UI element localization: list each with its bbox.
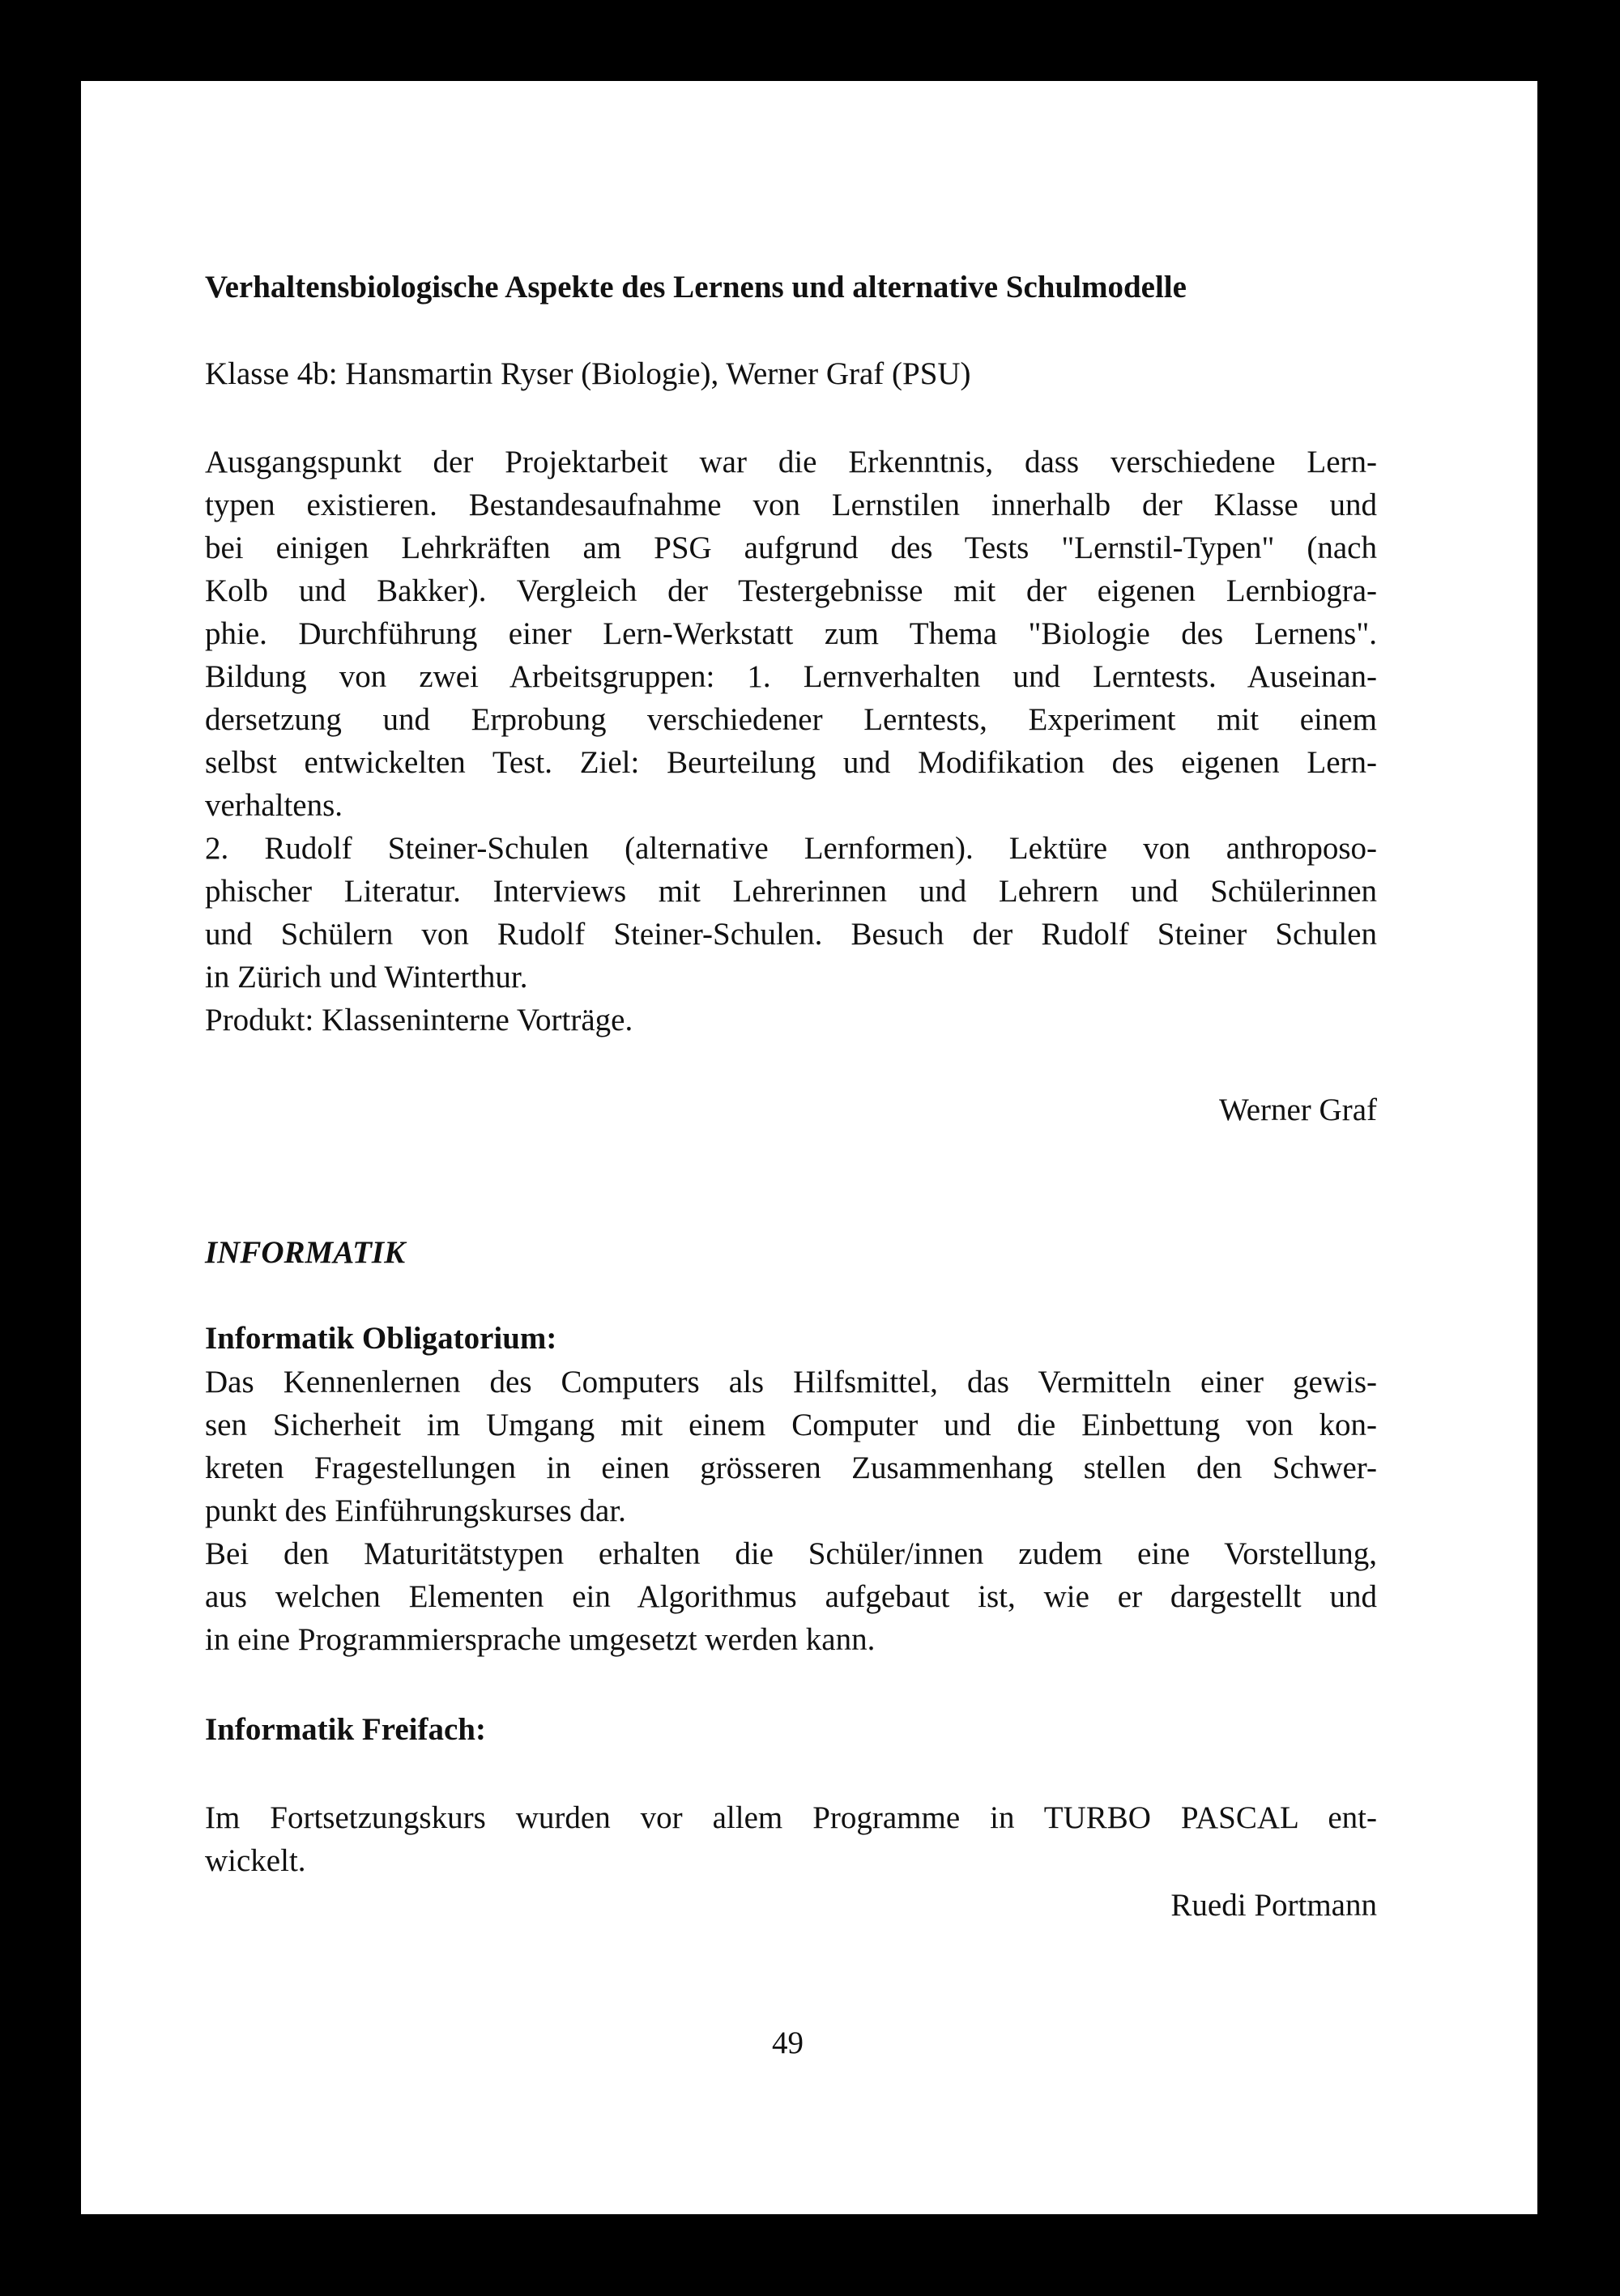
text-line: Kolb und Bakker). Vergleich der Testergebnisse mit der eigenen Lernbiogra-	[205, 573, 1377, 608]
text-line: in Zürich und Winterthur.	[205, 960, 528, 995]
text-line: kreten Fragestellungen in einen grösseren Zusammenhang stellen den Schwer-	[205, 1450, 1377, 1485]
text-line: Produkt: Klasseninterne Vorträge.	[205, 1003, 633, 1037]
text-line: 2. Rudolf Steiner-Schulen (alternative Lernformen). Lektüre von anthroposo-	[205, 831, 1377, 866]
text-line: verhaltens.	[205, 788, 343, 823]
text-line: bei einigen Lehrkräften am PSG aufgrund des Tests "Lernstil-Typen" (nach	[205, 530, 1377, 565]
text-line: phischer Literatur. Interviews mit Lehrerinnen und Lehrern und Schülerinnen	[205, 874, 1377, 909]
author-signature-2: Ruedi Portmann	[1170, 1888, 1377, 1923]
text-line: phie. Durchführung einer Lern-Werkstatt zum Thema "Biologie des Lernens".	[205, 616, 1377, 651]
text-line: Bei den Maturitätstypen erhalten die Schüler/innen zudem eine Vorstellung,	[205, 1536, 1377, 1571]
text-line: Im Fortsetzungskurs wurden vor allem Programme in TURBO PASCAL ent-	[205, 1800, 1377, 1835]
text-line: Das Kennenlernen des Computers als Hilfsmittel, das Vermitteln einer gewis-	[205, 1365, 1377, 1399]
section-title: Verhaltensbiologische Aspekte des Lernens und alternative Schulmodelle	[205, 270, 1187, 305]
subheading-obligatorium: Informatik Obligatorium:	[205, 1321, 557, 1356]
section1-body	[205, 441, 1377, 1042]
text-line: punkt des Einführungskurses dar.	[205, 1493, 626, 1528]
text-line: und Schülern von Rudolf Steiner-Schulen. Besuch der Rudolf Steiner Schulen	[205, 917, 1377, 952]
text-line: in eine Programmiersprache umgesetzt werden kann.	[205, 1622, 876, 1657]
class-info: Klasse 4b: Hansmartin Ryser (Biologie), Werner Graf (PSU)	[205, 356, 971, 391]
section-heading-informatik: INFORMATIK	[205, 1235, 406, 1270]
text-line: Ausgangspunkt der Projektarbeit war die Erkenntnis, dass verschiedene Lern-	[205, 445, 1377, 479]
text-line: wickelt.	[205, 1843, 306, 1878]
text-line: typen existieren. Bestandesaufnahme von Lernstilen innerhalb der Klasse und	[205, 488, 1377, 522]
page-number: 49	[772, 2026, 804, 2060]
text-line: aus welchen Elementen ein Algorithmus aufgebaut ist, wie er dargestellt und	[205, 1579, 1377, 1614]
text-line: dersetzung und Erprobung verschiedener Lerntests, Experiment mit einem	[205, 702, 1377, 737]
author-signature: Werner Graf	[1219, 1093, 1377, 1127]
obligatorium-body	[205, 1361, 1377, 1661]
document-page	[81, 81, 1537, 2214]
text-line: Bildung von zwei Arbeitsgruppen: 1. Lernverhalten und Lerntests. Auseinan-	[205, 659, 1377, 694]
subheading-freifach: Informatik Freifach:	[205, 1712, 486, 1747]
text-line: sen Sicherheit im Umgang mit einem Computer und die Einbettung von kon-	[205, 1408, 1377, 1442]
text-line: selbst entwickelten Test. Ziel: Beurteilung und Modifikation des eigenen Lern-	[205, 745, 1377, 780]
freifach-body	[205, 1796, 1377, 1882]
